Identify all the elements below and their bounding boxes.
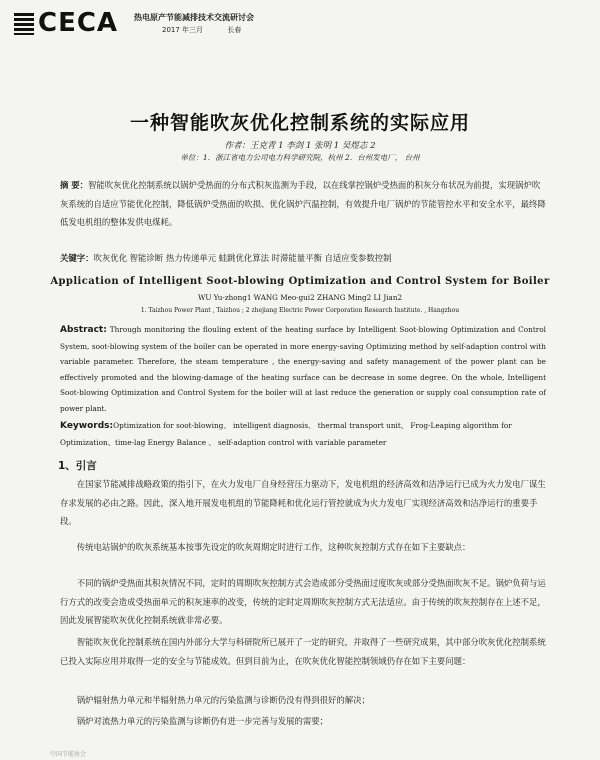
paragraph: 锅炉辐射热力单元和半辐射热力单元的污染监测与诊断仍没有得到很好的解决； xyxy=(76,695,370,705)
logo-text: CECA xyxy=(38,8,119,38)
english-affiliation: 1. Taizhou Power Plant , Taizhou ; 2 zhejiang Electric Power Corporation Research Institute. , Hangzhou xyxy=(140,307,460,314)
logo-stripes-icon xyxy=(14,13,34,35)
paragraph: 在国家节能减排战略政策的指引下，在火力发电厂自身经营压力驱动下，发电机组的经济高效和洁净运行已成为火力发电厂谋生存求发展的必由之路。因此，深入地开展发电机组的节能降耗和优化运行管控就成为火力发电厂实现经济高效和洁净运行的重要手段。 xyxy=(60,479,546,526)
authors-cn: 作者：王克青 1 李剑 1 张明 1 吴煜志 2 xyxy=(224,141,376,151)
abstract-en-label: Abstract: xyxy=(60,325,107,335)
conference-place: 长春 xyxy=(227,26,242,34)
abstract-en xyxy=(60,322,546,416)
english-authors: WU Yu-zhong1 WANG Meo-gui2 ZHANG Ming2 LI Jian2 xyxy=(197,293,403,302)
page-footer: 中国节能协会 xyxy=(50,751,87,758)
section-heading: 1、引言 xyxy=(58,460,97,472)
conference-name: 热电原产节能减排技术交流研讨会 xyxy=(134,13,254,22)
paragraph: 不同的锅炉受热面其积灰情况不同，定时的周期吹灰控制方式会造成部分受热面过度吹灰或部分受热面吹灰不足。锅炉负荷与运行方式的改变会造成受热面单元的积灰速率的改变，传统的定时定周期吹灰控制方式无法适应。由于传统的吹灰控制存在上述不足，因此发展智能吹灰优化控制系统就非常必要。 xyxy=(60,578,546,625)
keywords-cn-text: 吹灰优化 智能诊断 热力传递单元 蛙跳优化算法 时滞能量平衡 自适应变参数控制 xyxy=(93,253,392,263)
conference-date: 2017 年三月 xyxy=(162,26,204,34)
abstract-cn-text: 智能吹灰优化控制系统以锅炉受热面的分布式积灰监测为手段，以在线掌控锅炉受热面的积灰分布状况为前提，实现锅炉吹灰系统的自适应节能优化控制，降低锅炉受热面的吹损、优化锅炉汽温控制，有效提升电厂锅炉的节能管控水平和安全水平，最终降低发电机组的整体发供电煤耗。 xyxy=(60,180,546,227)
affiliation-cn: 单位：1．浙江省电力公司电力科学研究院，杭州 2．台州发电厂， 台州 xyxy=(180,153,420,162)
paragraph: 智能吹灰优化控制系统在国内外部分大学与科研院所已展开了一定的研究，并取得了一些研究成果，其中部分吹灰优化控制系统已投入实际应用并取得一定的安全与节能成效。但到目前为止，在吹灰优化智能控制领域仍存在如下主要问题： xyxy=(60,637,546,666)
paper-title: 一种智能吹灰优化控制系统的实际应用 xyxy=(129,112,470,134)
paragraph: 锅炉对流热力单元的污染监测与诊断仍有进一步完善与发展的需要； xyxy=(76,716,329,726)
conference-date-line xyxy=(162,25,263,35)
paragraph: 传统电站锅炉的吹灰系统基本按事先设定的吹灰周期定时进行工作，这种吹灰控制方式存在如下主要缺点： xyxy=(76,542,471,552)
keywords-en-text: Optimization for soot-blowing、 intelligent diagnosis、 thermal transport unit、 Frog-Leaping algorithm for Optimization、time-lag Energy Balance 、 self-adaption control with variable parameter xyxy=(60,421,512,447)
keywords-cn xyxy=(60,252,546,264)
abstract-en-text: Through monitoring the flouling extent of the heating surface by Intelligent Soot-blowing Optimization and Control System, soot-blowing system of the boiler can be operated in more energy-saving Optimizing method by self-adaption control with variable parameter. Therefore, the steam temperature , the energy-saving and safety management of the power plant can be effectively promoted and the blowing-damage of the heating surface can be decrease in some degree. On the whole, Intelligent Soot-blowing Optimization and Control System for the boiler will at last reduce the generation or supply coal consumption rate of power plant. xyxy=(60,325,546,413)
english-title: Application of Intelligent Soot-blowing Optimization and Control System for Boiler xyxy=(50,276,550,287)
abstract-cn xyxy=(60,176,546,232)
keywords-cn-label: 关键字： xyxy=(60,253,94,263)
keywords-en xyxy=(60,418,546,450)
page-header xyxy=(14,8,586,42)
ceca-logo xyxy=(14,10,122,38)
keywords-en-label: Keywords: xyxy=(60,421,114,431)
abstract-cn-label: 摘 要： xyxy=(60,180,89,190)
